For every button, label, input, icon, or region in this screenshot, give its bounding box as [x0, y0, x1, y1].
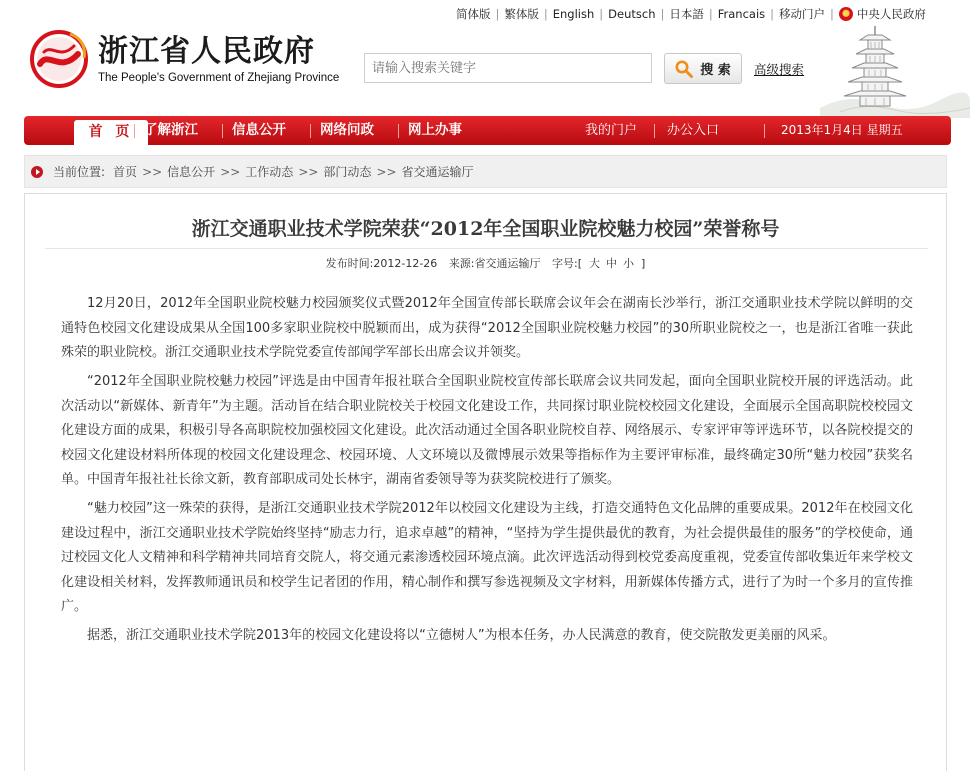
- breadcrumb: [24, 155, 947, 188]
- link-japanese[interactable]: 日本語: [669, 7, 704, 21]
- nav-online-services[interactable]: 网上办事: [408, 122, 462, 138]
- search-icon: [675, 60, 693, 78]
- nav-divider: [222, 124, 223, 138]
- link-mobile-portal[interactable]: 移动门户: [779, 7, 826, 21]
- search-button[interactable]: [664, 53, 742, 84]
- publish-date: 发布时间:2012-12-26: [325, 257, 438, 270]
- national-emblem-icon: [839, 7, 853, 21]
- article-paragraph: 12月20日，2012年全国职业院校魅力校园颁奖仪式暨2012年全国宣传部长联席会议年会在湖南长沙举行，浙江交通职业技术学院以鲜明的交通特色校园文化建设成果从全国100多家职业院校中脱颖而出，成为获得“2012全国职业院校魅力校园”的30所职业院校之一，也是浙江省唯一获此殊荣的职业院校。浙江交通职业技术学院党委宣传部闻学军部长出席会议并领奖。: [61, 296, 913, 360]
- top-links: 简体版 | 繁体版 | English | Deutsch | 日本語 | Francais | 移动门户 | 中央人民政府: [456, 7, 926, 21]
- breadcrumb-separator: >>: [142, 164, 163, 179]
- breadcrumb-separator: >>: [220, 164, 241, 179]
- breadcrumb-item-home[interactable]: 首页: [113, 165, 138, 179]
- nav-my-portal[interactable]: 我的门户: [585, 123, 638, 138]
- breadcrumb-separator: >>: [298, 164, 319, 179]
- article-paragraph: “2012年全国职业院校魅力校园”评选是由中国青年报社联合全国职业院校宣传部长联席会议共同发起，面向全国职业院校开展的评选活动。此次活动以“新媒体、新青年”为主题。活动旨在结合职业院校关于校园文化建设工作，共同探讨职业院校校园文化建设，全面展示全国高职院校校园文化建设方面的成果，积极引导各高职院校加强校园文化建设。此次活动通过全国各职业院校自荐、网络展示、专家评审等评选环节，以各院校提交的校园文化建设材料所体现的校园文化建设理念、校园环境、人文环境以及微博展示效果等指标作为主要评审标准，最终确定30所“魅力校园”获奖名单。中国青年报社社长徐文新，教育部职成司处长林宇，湖南省委领导等为获奖院校进行了颁奖。: [61, 374, 913, 487]
- nav-divider: [654, 124, 655, 138]
- article-meta: [25, 255, 946, 271]
- breadcrumb-item-info[interactable]: 信息公开: [167, 165, 216, 179]
- nav-date: 2013年1月4日 星期五: [781, 123, 903, 137]
- breadcrumb-item-transport[interactable]: 省交通运输厅: [401, 165, 474, 179]
- font-size-large[interactable]: 大: [589, 257, 601, 270]
- nav-divider: [764, 124, 765, 138]
- logo-title: 浙江省人民政府: [98, 34, 315, 69]
- nav-divider: [134, 124, 135, 138]
- breadcrumb-item-work[interactable]: 工作动态: [245, 165, 294, 179]
- main-nav: [24, 116, 951, 145]
- link-francais[interactable]: Francais: [717, 7, 766, 21]
- breadcrumb-prefix: 当前位置:: [53, 165, 106, 179]
- article-paragraph: “魅力校园”这一殊荣的获得，是浙江交通职业技术学院2012年以校园文化建设为主线，打造交通特色文化品牌的重要成果。2012年在校园文化建设过程中，浙江交通职业技术学院始终坚持“励志力行，追求卓越”的精神，“坚持为学生提供最优的教育，为社会提供最佳的服务”的学校使命，通过校园文化人文精神和科学精神共同培育交院人，将交通元素渗透校园环境点滴。此次评选活动得到校党委高度重视，党委宣传部收集近年来学校文化建设相关材料，发挥教师通讯员和校学生记者团的作用，精心制作和撰写参选视频及文字材料，用新媒体传播方式，进行了为时一个多月的宣传推广。: [61, 501, 913, 614]
- font-size-small[interactable]: 小: [623, 257, 635, 270]
- search-button-label: 搜 索: [700, 63, 731, 78]
- nav-home[interactable]: 首 页: [74, 120, 148, 145]
- link-central-government[interactable]: 中央人民政府: [856, 7, 926, 21]
- location-arrow-icon: [31, 166, 43, 178]
- link-english[interactable]: English: [552, 7, 595, 21]
- article-title: 浙江交通职业技术学院荣获“2012年全国职业院校魅力校园”荣誉称号: [191, 218, 780, 240]
- link-deutsch[interactable]: Deutsch: [608, 7, 656, 21]
- breadcrumb-item-department[interactable]: 部门动态: [323, 165, 372, 179]
- nav-office-entrance[interactable]: 办公入口: [667, 123, 720, 138]
- article-paragraph: 据悉，浙江交通职业技术学院2013年的校园文化建设将以“立德树人”为根本任务，办人民满意的教育，使交院散发更美丽的风采。: [87, 628, 836, 643]
- title-divider: [45, 248, 928, 249]
- nav-about-zhejiang[interactable]: 了解浙江: [144, 122, 198, 138]
- link-simplified[interactable]: 简体版: [456, 7, 491, 21]
- nav-online-inquiry[interactable]: 网络问政: [320, 122, 374, 138]
- font-size-medium[interactable]: 中: [606, 257, 618, 270]
- advanced-search-link[interactable]: 高级搜索: [754, 62, 805, 77]
- pagoda-image: [820, 22, 970, 118]
- article-container: [24, 193, 947, 771]
- link-traditional[interactable]: 繁体版: [504, 7, 539, 21]
- nav-information-disclosure[interactable]: 信息公开: [232, 122, 286, 138]
- nav-divider: [310, 124, 311, 138]
- article-source: 来源:省交通运输厅: [448, 257, 541, 270]
- zhejiang-logo-icon: [30, 30, 88, 88]
- site-logo[interactable]: [30, 30, 339, 88]
- logo-subtitle: The People's Government of Zhejiang Province: [98, 72, 340, 84]
- font-size-label: 字号:[: [552, 257, 583, 270]
- search-input[interactable]: [364, 53, 652, 83]
- article-body: [61, 292, 913, 653]
- font-size-end: ]: [641, 257, 646, 270]
- breadcrumb-separator: >>: [376, 164, 397, 179]
- nav-divider: [398, 124, 399, 138]
